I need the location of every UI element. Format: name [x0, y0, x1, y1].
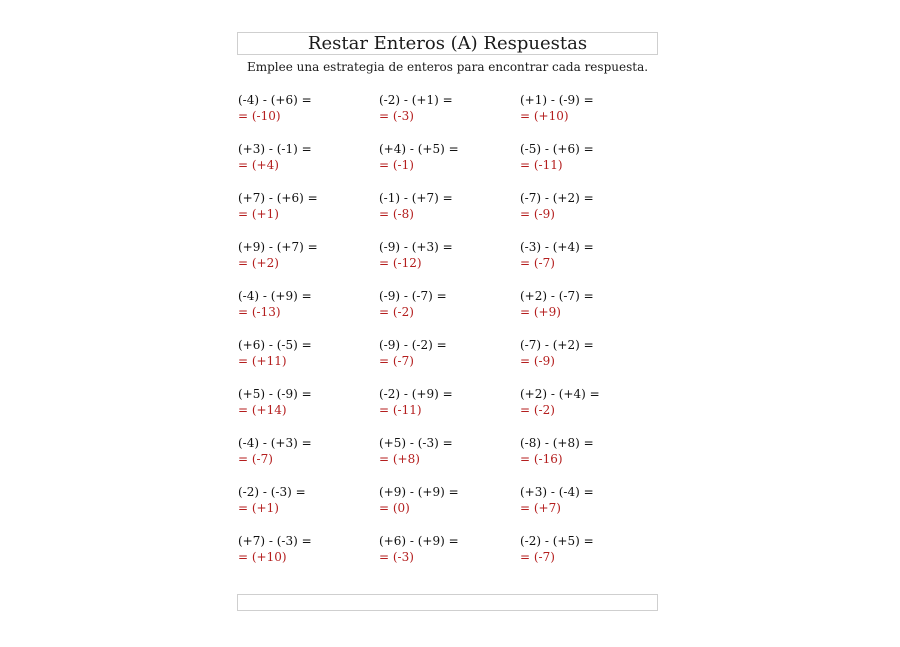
problem-answer: = (-3)	[379, 550, 414, 564]
problem-answer: = (-11)	[379, 403, 422, 417]
problem-question: (-9) - (-7) =	[379, 289, 447, 303]
problem-item	[520, 435, 650, 467]
problem-answer: = (+10)	[238, 550, 287, 564]
problem-item	[238, 141, 368, 173]
problem-item	[520, 190, 650, 222]
problem-question: (-7) - (+2) =	[520, 191, 594, 205]
problem-question: (-9) - (+3) =	[379, 240, 453, 254]
problem-item	[520, 386, 650, 418]
problem-item	[238, 484, 368, 516]
problem-question: (-2) - (-3) =	[238, 485, 306, 499]
problem-item	[520, 239, 650, 271]
problem-answer: = (-3)	[379, 109, 414, 123]
problem-question: (+7) - (-3) =	[238, 534, 312, 548]
problem-item	[238, 337, 368, 369]
problem-question: (+5) - (-9) =	[238, 387, 312, 401]
problem-item	[379, 337, 509, 369]
problem-question: (+1) - (-9) =	[520, 93, 594, 107]
problem-answer: = (+2)	[238, 256, 279, 270]
problem-answer: = (+8)	[379, 452, 420, 466]
problem-answer: = (-13)	[238, 305, 281, 319]
problem-question: (-2) - (+5) =	[520, 534, 594, 548]
problem-answer: = (+14)	[238, 403, 287, 417]
problem-item	[379, 288, 509, 320]
problem-question: (+5) - (-3) =	[379, 436, 453, 450]
problem-answer: = (-7)	[520, 550, 555, 564]
worksheet-title: Restar Enteros (A) Respuestas	[237, 32, 658, 55]
footer-box	[237, 594, 658, 611]
problem-question: (+9) - (+7) =	[238, 240, 318, 254]
problem-question: (-7) - (+2) =	[520, 338, 594, 352]
problem-answer: = (-2)	[520, 403, 555, 417]
problem-question: (-9) - (-2) =	[379, 338, 447, 352]
problem-answer: = (-7)	[379, 354, 414, 368]
problem-question: (+4) - (+5) =	[379, 142, 459, 156]
problem-item	[379, 386, 509, 418]
problem-question: (-1) - (+7) =	[379, 191, 453, 205]
problem-item	[520, 141, 650, 173]
problem-item	[379, 533, 509, 565]
problem-answer: = (+11)	[238, 354, 287, 368]
problem-item	[520, 288, 650, 320]
problem-answer: = (-1)	[379, 158, 414, 172]
problem-answer: = (-11)	[520, 158, 563, 172]
problem-item	[238, 239, 368, 271]
problem-question: (-8) - (+8) =	[520, 436, 594, 450]
problem-answer: = (-12)	[379, 256, 422, 270]
problem-item	[379, 239, 509, 271]
problem-item	[520, 533, 650, 565]
problem-question: (-2) - (+9) =	[379, 387, 453, 401]
problem-answer: = (+10)	[520, 109, 569, 123]
problem-answer: = (+4)	[238, 158, 279, 172]
problem-answer: = (0)	[379, 501, 410, 515]
problem-question: (-4) - (+3) =	[238, 436, 312, 450]
problem-item	[238, 190, 368, 222]
problem-item	[379, 484, 509, 516]
problem-item	[238, 533, 368, 565]
problem-question: (+3) - (-1) =	[238, 142, 312, 156]
problem-question: (+3) - (-4) =	[520, 485, 594, 499]
problem-item	[238, 386, 368, 418]
problem-item	[379, 190, 509, 222]
problem-answer: = (+9)	[520, 305, 561, 319]
problem-item	[238, 288, 368, 320]
problem-question: (-5) - (+6) =	[520, 142, 594, 156]
problem-answer: = (+1)	[238, 207, 279, 221]
worksheet-instructions: Emplee una estrategia de enteros para encontrar cada respuesta.	[246, 60, 649, 74]
problem-question: (+7) - (+6) =	[238, 191, 318, 205]
problem-question: (-3) - (+4) =	[520, 240, 594, 254]
problem-answer: = (-9)	[520, 207, 555, 221]
problem-item	[238, 435, 368, 467]
problem-item	[520, 92, 650, 124]
problem-answer: = (-7)	[520, 256, 555, 270]
problem-answer: = (-10)	[238, 109, 281, 123]
problem-answer: = (-8)	[379, 207, 414, 221]
problem-question: (+2) - (+4) =	[520, 387, 600, 401]
problem-question: (+2) - (-7) =	[520, 289, 594, 303]
problem-answer: = (+7)	[520, 501, 561, 515]
problem-answer: = (-7)	[238, 452, 273, 466]
problem-question: (+9) - (+9) =	[379, 485, 459, 499]
problem-item	[379, 92, 509, 124]
problem-answer: = (+1)	[238, 501, 279, 515]
problem-item	[520, 337, 650, 369]
problem-question: (+6) - (-5) =	[238, 338, 312, 352]
problem-question: (+6) - (+9) =	[379, 534, 459, 548]
problem-question: (-2) - (+1) =	[379, 93, 453, 107]
problem-answer: = (-2)	[379, 305, 414, 319]
problem-question: (-4) - (+6) =	[238, 93, 312, 107]
problem-answer: = (-9)	[520, 354, 555, 368]
problem-question: (-4) - (+9) =	[238, 289, 312, 303]
problem-item	[520, 484, 650, 516]
problem-item	[379, 435, 509, 467]
problem-item	[379, 141, 509, 173]
problem-item	[238, 92, 368, 124]
problem-answer: = (-16)	[520, 452, 563, 466]
